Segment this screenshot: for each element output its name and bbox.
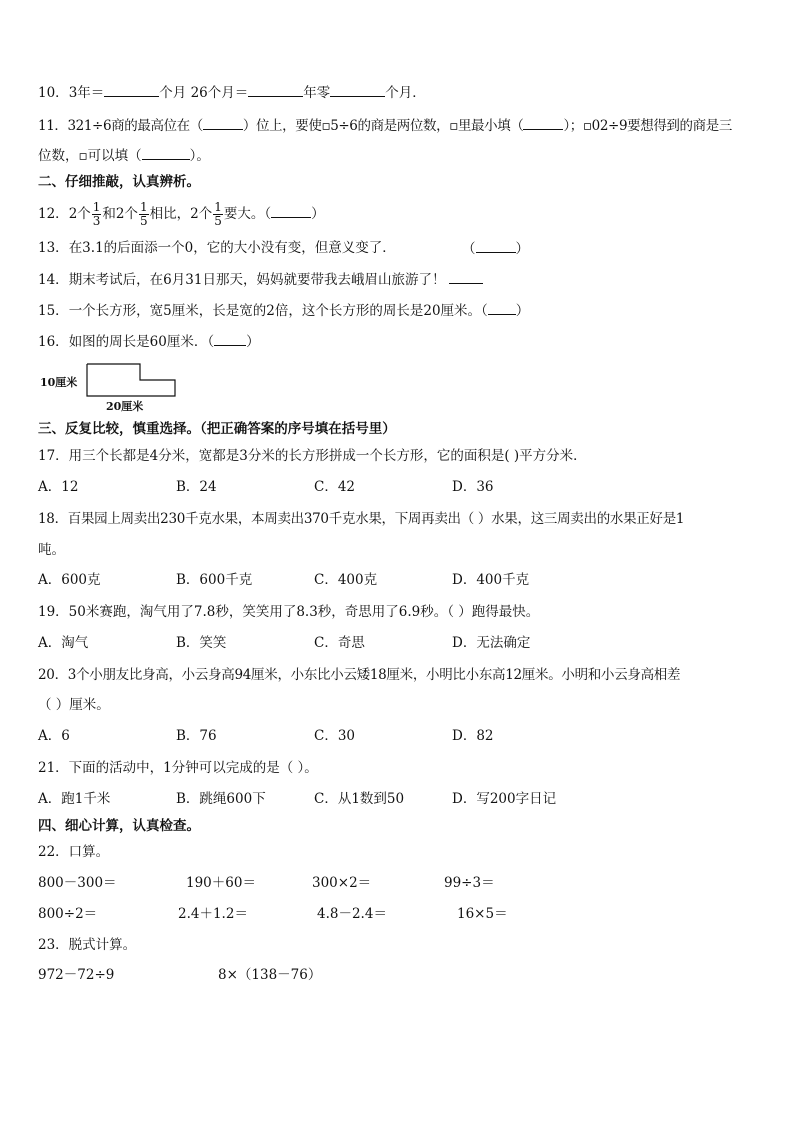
- option-a[interactable]: A．12: [38, 479, 79, 495]
- option-c[interactable]: C．从1数到50: [314, 791, 405, 807]
- option-d[interactable]: D．400千克: [452, 572, 530, 588]
- option-b[interactable]: B．24: [176, 479, 217, 495]
- figure-height-label: 10厘米: [40, 376, 78, 389]
- answer-blank[interactable]: [142, 146, 190, 160]
- question-16: 16．如图的周长是60厘米．（ ）: [38, 334, 260, 350]
- answer-blank[interactable]: [271, 204, 311, 218]
- option-a[interactable]: A．跑1千米: [38, 791, 111, 807]
- expression-item: 972－72÷9: [38, 967, 115, 983]
- question-18-line-2: 吨。: [38, 542, 65, 558]
- figure-width-label: 20厘米: [106, 400, 144, 413]
- question-23: 23．脱式计算。: [38, 937, 137, 953]
- question-20-line-1: 20．3个小朋友比身高，小云身高94厘米，小东比小云矮18厘米，小明比小东高12厘米。小明和小云身高相差: [38, 667, 681, 683]
- option-c[interactable]: C．30: [314, 728, 356, 744]
- option-a[interactable]: A．淘气: [38, 635, 89, 651]
- option-d[interactable]: D．写200字日记: [452, 791, 557, 807]
- option-b[interactable]: B．笑笑: [176, 635, 227, 651]
- question-20-line-2: （ ）厘米。: [38, 697, 110, 713]
- fraction-one-third: $\frac{1}{3}$: [92, 200, 101, 228]
- oral-calc-item: 800÷2＝: [38, 906, 98, 922]
- answer-blank[interactable]: [214, 332, 246, 346]
- question-13-answer: （ ）: [462, 241, 529, 257]
- option-d[interactable]: D．82: [452, 728, 494, 744]
- section-4-heading: 四、细心计算，认真检查。: [38, 818, 200, 834]
- question-13: 13．在3.1的后面添一个0，它的大小没有变，但意义变了．: [38, 240, 396, 256]
- perimeter-figure: [38, 360, 188, 416]
- answer-blank[interactable]: [523, 116, 563, 130]
- option-b[interactable]: B．600千克: [176, 572, 253, 588]
- oral-calc-item: 16×5＝: [457, 906, 508, 922]
- question-22: 22．口算。: [38, 844, 110, 860]
- fraction-one-fifth: $\frac{1}{5}$: [214, 200, 222, 228]
- oral-calc-item: 99÷3＝: [444, 875, 495, 891]
- oral-calc-item: 4.8－2.4＝: [317, 906, 387, 922]
- oral-calc-item: 300×2＝: [312, 875, 372, 891]
- section-2-heading: 二、仔细推敲，认真辨析。: [38, 174, 200, 190]
- question-11-line-2: 位数，▫可以填（ ）。: [38, 148, 210, 164]
- section-3-heading: 三、反复比较，慎重选择。（把正确答案的序号填在括号里）: [38, 421, 396, 437]
- option-d[interactable]: D．36: [452, 479, 494, 495]
- answer-blank[interactable]: [449, 270, 483, 284]
- question-12: 12．2个 $\frac{1}{3}$ 和2个 $\frac{1}{5}$ 相比，2个 $\frac{1}{5}$ 要大。（ ）: [38, 200, 325, 228]
- question-11-line-1: 11．321÷6商的最高位在（ ）位上，要使▫5÷6的商是两位数，▫里最小填（ ）；▫02÷9要想得到的商是三: [38, 118, 732, 134]
- question-15: 15．一个长方形，宽5厘米，长是宽的2倍，这个长方形的周长是20厘米。（ ）: [38, 303, 530, 319]
- oral-calc-item: 2.4＋1.2＝: [178, 906, 248, 922]
- question-21: 21．下面的活动中，1分钟可以完成的是（ ）。: [38, 760, 318, 776]
- question-14: 14．期末考试后，在6月31日那天，妈妈就要带我去峨眉山旅游了！: [38, 270, 483, 289]
- answer-blank[interactable]: [104, 83, 159, 97]
- option-d[interactable]: D．无法确定: [452, 635, 531, 651]
- answer-blank[interactable]: [476, 239, 516, 253]
- answer-blank[interactable]: [330, 83, 385, 97]
- question-17: 17．用三个长都是4分米，宽都是3分米的长方形拼成一个长方形，它的面积是( )平方分米．: [38, 448, 587, 464]
- expression-item: 8×（138－76）: [218, 967, 322, 983]
- question-10: 10．3年＝ 个月 26个月＝ 年零 个月．: [38, 85, 426, 101]
- answer-blank[interactable]: [248, 83, 303, 97]
- option-c[interactable]: C．42: [314, 479, 356, 495]
- option-c[interactable]: C．奇思: [314, 635, 365, 651]
- oral-calc-item: 800－300＝: [38, 875, 117, 891]
- fraction-one-fifth: $\frac{1}{5}$: [140, 200, 148, 228]
- answer-blank[interactable]: [488, 301, 516, 315]
- answer-blank[interactable]: [203, 116, 243, 130]
- option-c[interactable]: C．400克: [314, 572, 378, 588]
- option-a[interactable]: A．6: [38, 728, 70, 744]
- figure-outline: [87, 364, 175, 396]
- option-b[interactable]: B．76: [176, 728, 217, 744]
- option-a[interactable]: A．600克: [38, 572, 101, 588]
- option-b[interactable]: B．跳绳600下: [176, 791, 266, 807]
- question-18-line-1: 18．百果园上周卖出230千克水果，本周卖出370千克水果，下周再卖出（ ）水果，这三周卖出的水果正好是1: [38, 511, 685, 527]
- oral-calc-item: 190＋60＝: [186, 875, 256, 891]
- question-19: 19．50米赛跑，淘气用了7.8秒，笑笑用了8.3秒，奇思用了6.9秒。（ ）跑得最快。: [38, 604, 540, 620]
